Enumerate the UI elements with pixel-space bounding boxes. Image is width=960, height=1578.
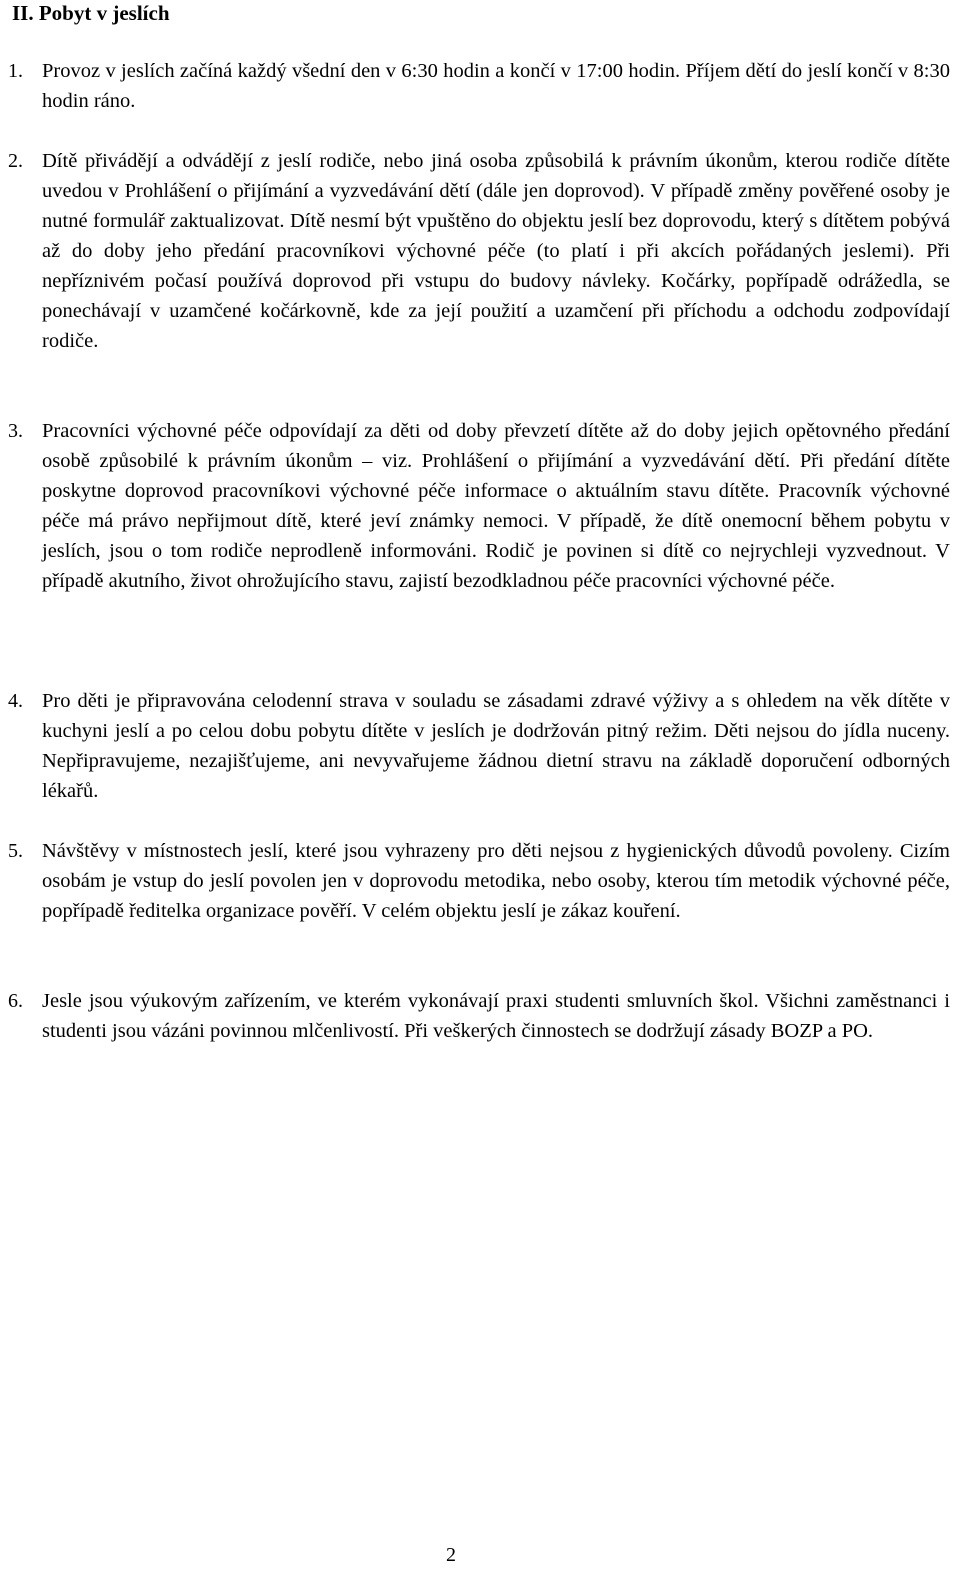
- list-item-text: Dítě přivádějí a odvádějí z jeslí rodiče, nebo jiná osoba způsobilá k právním úkonům, kterou rodiče dítěte uvedou v Prohlášení o přijímání a vyzvedávání dětí (dále jen doprovod). V případě změny pověřené osoby je nutné formulář zaktualizovat. Dítě nesmí být vpuštěno do objektu jeslí bez doprovodu, který s dítětem pobývá až do doby jeho předání pracovníkovi výchovné péče (to platí i při akcích pořádaných jeslemi). Při nepříznivém počasí používá doprovod při vstupu do budovy návleky. Kočárky, popřípadě odrážedla, se ponechávají v uzamčené kočárkovně, kde za její použití a uzamčení při příchodu a odchodu zodpovídají rodiče.: [42, 150, 950, 352]
- list-item-text: Pracovníci výchovné péče odpovídají za děti od doby převzetí dítěte až do doby jejich opětovného předání osobě způsobilé k právním úkonům – viz. Prohlášení o přijímání a vyzvedávání dětí. Při předání dítěte poskytne doprovod pracovníkovi výchovné péče informace o aktuálním stavu dítěte. Pracovník výchovné péče má právo nepřijmout dítě, které jeví známky nemoci. V případě, že dítě onemocní během pobytu v jeslích, jsou o tom rodiče neprodleně informováni. Rodič je povinen si dítě co nejrychleji vyzvednout. V případě akutního, život ohrožujícího stavu, zajistí bezodkladnou péče pracovníci výchovné péče.: [42, 420, 950, 592]
- section-heading: II. Pobyt v jeslích: [12, 1, 170, 25]
- list-item-number: 1.: [8, 60, 23, 82]
- list-item-number: 5.: [8, 840, 23, 862]
- list-item-number: 6.: [8, 990, 23, 1012]
- page-number: 2: [446, 1544, 456, 1566]
- list-item-number: 4.: [8, 690, 23, 712]
- list-item-number: 2.: [8, 150, 23, 172]
- list-item-text: Návštěvy v místnostech jeslí, které jsou vyhrazeny pro děti nejsou z hygienických důvodů povoleny. Cizím osobám je vstup do jeslí povolen jen v doprovodu metodika, nebo osoby, kterou tím metodik výchovné péče, popřípadě ředitelka organizace pověří. V celém objektu jeslí je zákaz kouření.: [42, 840, 950, 922]
- list-item-text: Pro děti je připravována celodenní strava v souladu se zásadami zdravé výživy a s ohledem na věk dítěte v kuchyni jeslí a po celou dobu pobytu dítěte v jeslích je dodržován pitný režim. Děti nejsou do jídla nuceny. Nepřipravujeme, nezajišťujeme, ani nevyvařujeme žádnou dietní stravu na základě doporučení odborných lékařů.: [42, 690, 950, 802]
- list-item-text: Provoz v jeslích začíná každý všední den v 6:30 hodin a končí v 17:00 hodin. Příjem dětí do jeslí končí v 8:30 hodin ráno.: [42, 60, 950, 112]
- list-item-text: Jesle jsou výukovým zařízením, ve kterém vykonávají praxi studenti smluvních škol. Všichni zaměstnanci i studenti jsou vázáni povinnou mlčenlivostí. Při veškerých činnostech se dodržují zásady BOZP a PO.: [42, 990, 950, 1042]
- list-item-number: 3.: [8, 420, 23, 442]
